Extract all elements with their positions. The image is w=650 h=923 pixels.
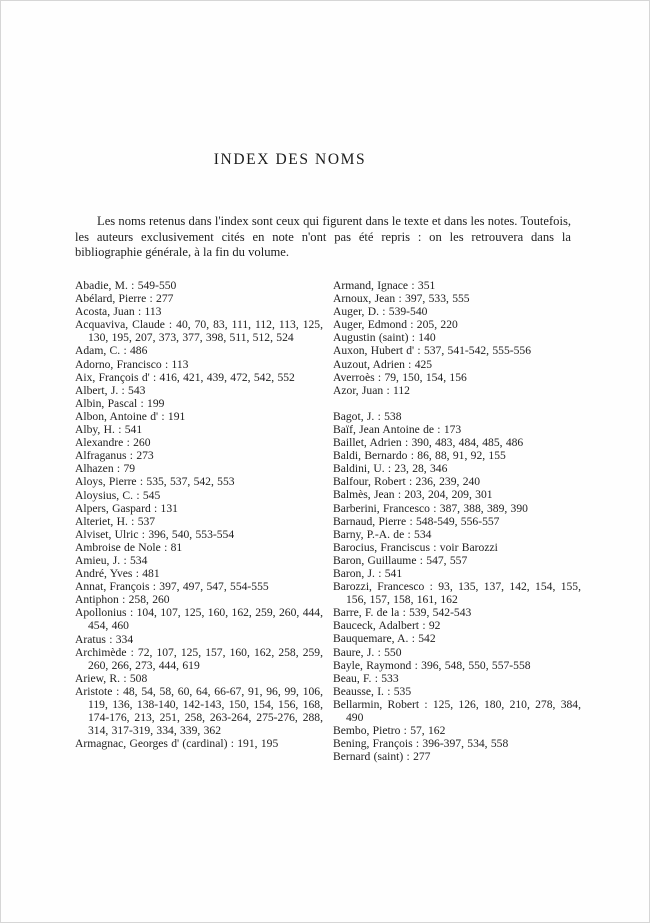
index-entry: Baldini, U. : 23, 28, 346: [333, 462, 448, 476]
index-column-right: [333, 279, 581, 763]
index-entry: Aratus : 334: [75, 632, 134, 646]
index-entry: Archimède : 72, 107, 125, 157, 160, 162, 258, 259, 260, 266, 273, 444, 619: [75, 645, 323, 672]
index-entry: Augustin (saint) : 140: [333, 331, 436, 345]
index-entry: Albert, J. : 543: [75, 383, 146, 397]
index-entry: Amieu, J. : 534: [75, 553, 148, 567]
index-entry: Auzout, Adrien : 425: [333, 357, 433, 371]
index-entry: André, Yves : 481: [75, 567, 160, 581]
index-entry: Alexandre : 260: [75, 436, 151, 450]
index-entry: Armagnac, Georges d' (cardinal) : 191, 195: [75, 737, 279, 751]
index-group: [75, 279, 323, 750]
index-entry: Beau, F. : 533: [333, 671, 399, 685]
index-entry: Annat, François : 397, 497, 547, 554-555: [75, 580, 269, 594]
index-entry: Barny, P.-A. de : 534: [333, 527, 432, 541]
index-entry: Aloys, Pierre : 535, 537, 542, 553: [75, 475, 235, 489]
index-entry: Baure, J. : 550: [333, 645, 402, 659]
index-entry: Acosta, Juan : 113: [75, 305, 162, 319]
index-entry: Albon, Antoine d' : 191: [75, 409, 186, 423]
index-entry: Adorno, Francisco : 113: [75, 357, 189, 371]
index-entry: Balfour, Robert : 236, 239, 240: [333, 475, 481, 489]
index-entry: Abélard, Pierre : 277: [75, 292, 174, 306]
index-entry: Alhazen : 79: [75, 462, 136, 476]
index-entry: Albin, Pascal : 199: [75, 396, 165, 410]
index-entry: Baldi, Bernardo : 86, 88, 91, 92, 155: [333, 449, 506, 463]
index-entry: Bernard (saint) : 277: [333, 750, 431, 764]
index-entry: Barberini, Francesco : 387, 388, 389, 390: [333, 501, 528, 515]
index-entry: Bagot, J. : 538: [333, 409, 402, 423]
index-entry: Azor, Juan : 112: [333, 383, 410, 397]
index-entry: Beausse, I. : 535: [333, 684, 412, 698]
index-entry: Barocius, Franciscus : voir Barozzi: [333, 540, 498, 554]
index-entry: Apollonius : 104, 107, 125, 160, 162, 259, 260, 444, 454, 460: [75, 606, 323, 633]
index-entry: Baron, J. : 541: [333, 566, 403, 580]
index-entry: Adam, C. : 486: [75, 344, 148, 358]
intro-paragraph: Les noms retenus dans l'index sont ceux qui figurent dans le texte et dans les notes. Toutefois, les auteurs exclusivement cités en note n'ont pas été repris : on les retrouvera dans la bibliographie générale, à la fin du volume.: [75, 214, 571, 260]
index-entry: Alteriet, H. : 537: [75, 514, 156, 528]
index-entry: Barre, F. de la : 539, 542-543: [333, 606, 472, 620]
index-columns: [75, 279, 581, 763]
index-entry: Baïf, Jean Antoine de : 173: [333, 422, 462, 436]
index-entry: Balmès, Jean : 203, 204, 209, 301: [333, 488, 493, 502]
index-entry: Alpers, Gaspard : 131: [75, 501, 178, 515]
index-entry: Armand, Ignace : 351: [333, 279, 436, 292]
index-entry: Barozzi, Francesco : 93, 135, 137, 142, 154, 155, 156, 157, 158, 161, 162: [333, 580, 581, 607]
index-entry: Bauquemare, A. : 542: [333, 632, 436, 646]
index-entry: Alfraganus : 273: [75, 449, 154, 463]
index-entry: Aix, François d' : 416, 421, 439, 472, 542, 552: [75, 370, 295, 384]
index-entry: Alviset, Ulric : 396, 540, 553-554: [75, 527, 235, 541]
index-entry: Ariew, R. : 508: [75, 671, 148, 685]
index-entry: Baillet, Adrien : 390, 483, 484, 485, 486: [333, 436, 524, 450]
index-entry: Bauceck, Adalbert : 92: [333, 619, 441, 633]
index-entry: Bellarmin, Robert : 125, 126, 180, 210, 278, 384, 490: [333, 697, 581, 724]
index-entry: Auger, Edmond : 205, 220: [333, 318, 458, 332]
index-entry: Auger, D. : 539-540: [333, 305, 428, 319]
index-entry: Bayle, Raymond : 396, 548, 550, 557-558: [333, 658, 531, 672]
index-entry: Auxon, Hubert d' : 537, 541-542, 555-556: [333, 344, 532, 358]
index-entry: Aloysius, C. : 545: [75, 488, 161, 502]
page-title: INDEX DES NOMS: [213, 151, 367, 168]
index-entry: Acquaviva, Claude : 40, 70, 83, 111, 112, 113, 125, 130, 195, 207, 373, 377, 398, 511, 512, 524: [75, 318, 323, 345]
index-entry: Arnoux, Jean : 397, 533, 555: [333, 292, 470, 306]
index-entry: Alby, H. : 541: [75, 423, 143, 437]
index-entry: Bening, François : 396-397, 534, 558: [333, 737, 509, 751]
index-entry: Averroès : 79, 150, 154, 156: [333, 370, 467, 384]
index-entry: Ambroise de Nole : 81: [75, 540, 183, 554]
index-entry: Bembo, Pietro : 57, 162: [333, 724, 446, 738]
index-entry: Aristote : 48, 54, 58, 60, 64, 66-67, 91, 96, 99, 106, 119, 136, 138-140, 142-143, 150, 154, 156, 168, 174-176, 213, 251, 258, 263-264, 275-276, 288, 314, 317-319, 334, 339, 362: [75, 684, 323, 738]
index-entry: Antiphon : 258, 260: [75, 593, 170, 607]
index-entry: Barnaud, Pierre : 548-549, 556-557: [333, 514, 500, 528]
index-group: [333, 279, 581, 397]
index-entry: Baron, Guillaume : 547, 557: [333, 553, 468, 567]
index-entry: Abadie, M. : 549-550: [75, 279, 177, 292]
index-group: [333, 410, 581, 764]
index-column-left: [75, 279, 323, 763]
